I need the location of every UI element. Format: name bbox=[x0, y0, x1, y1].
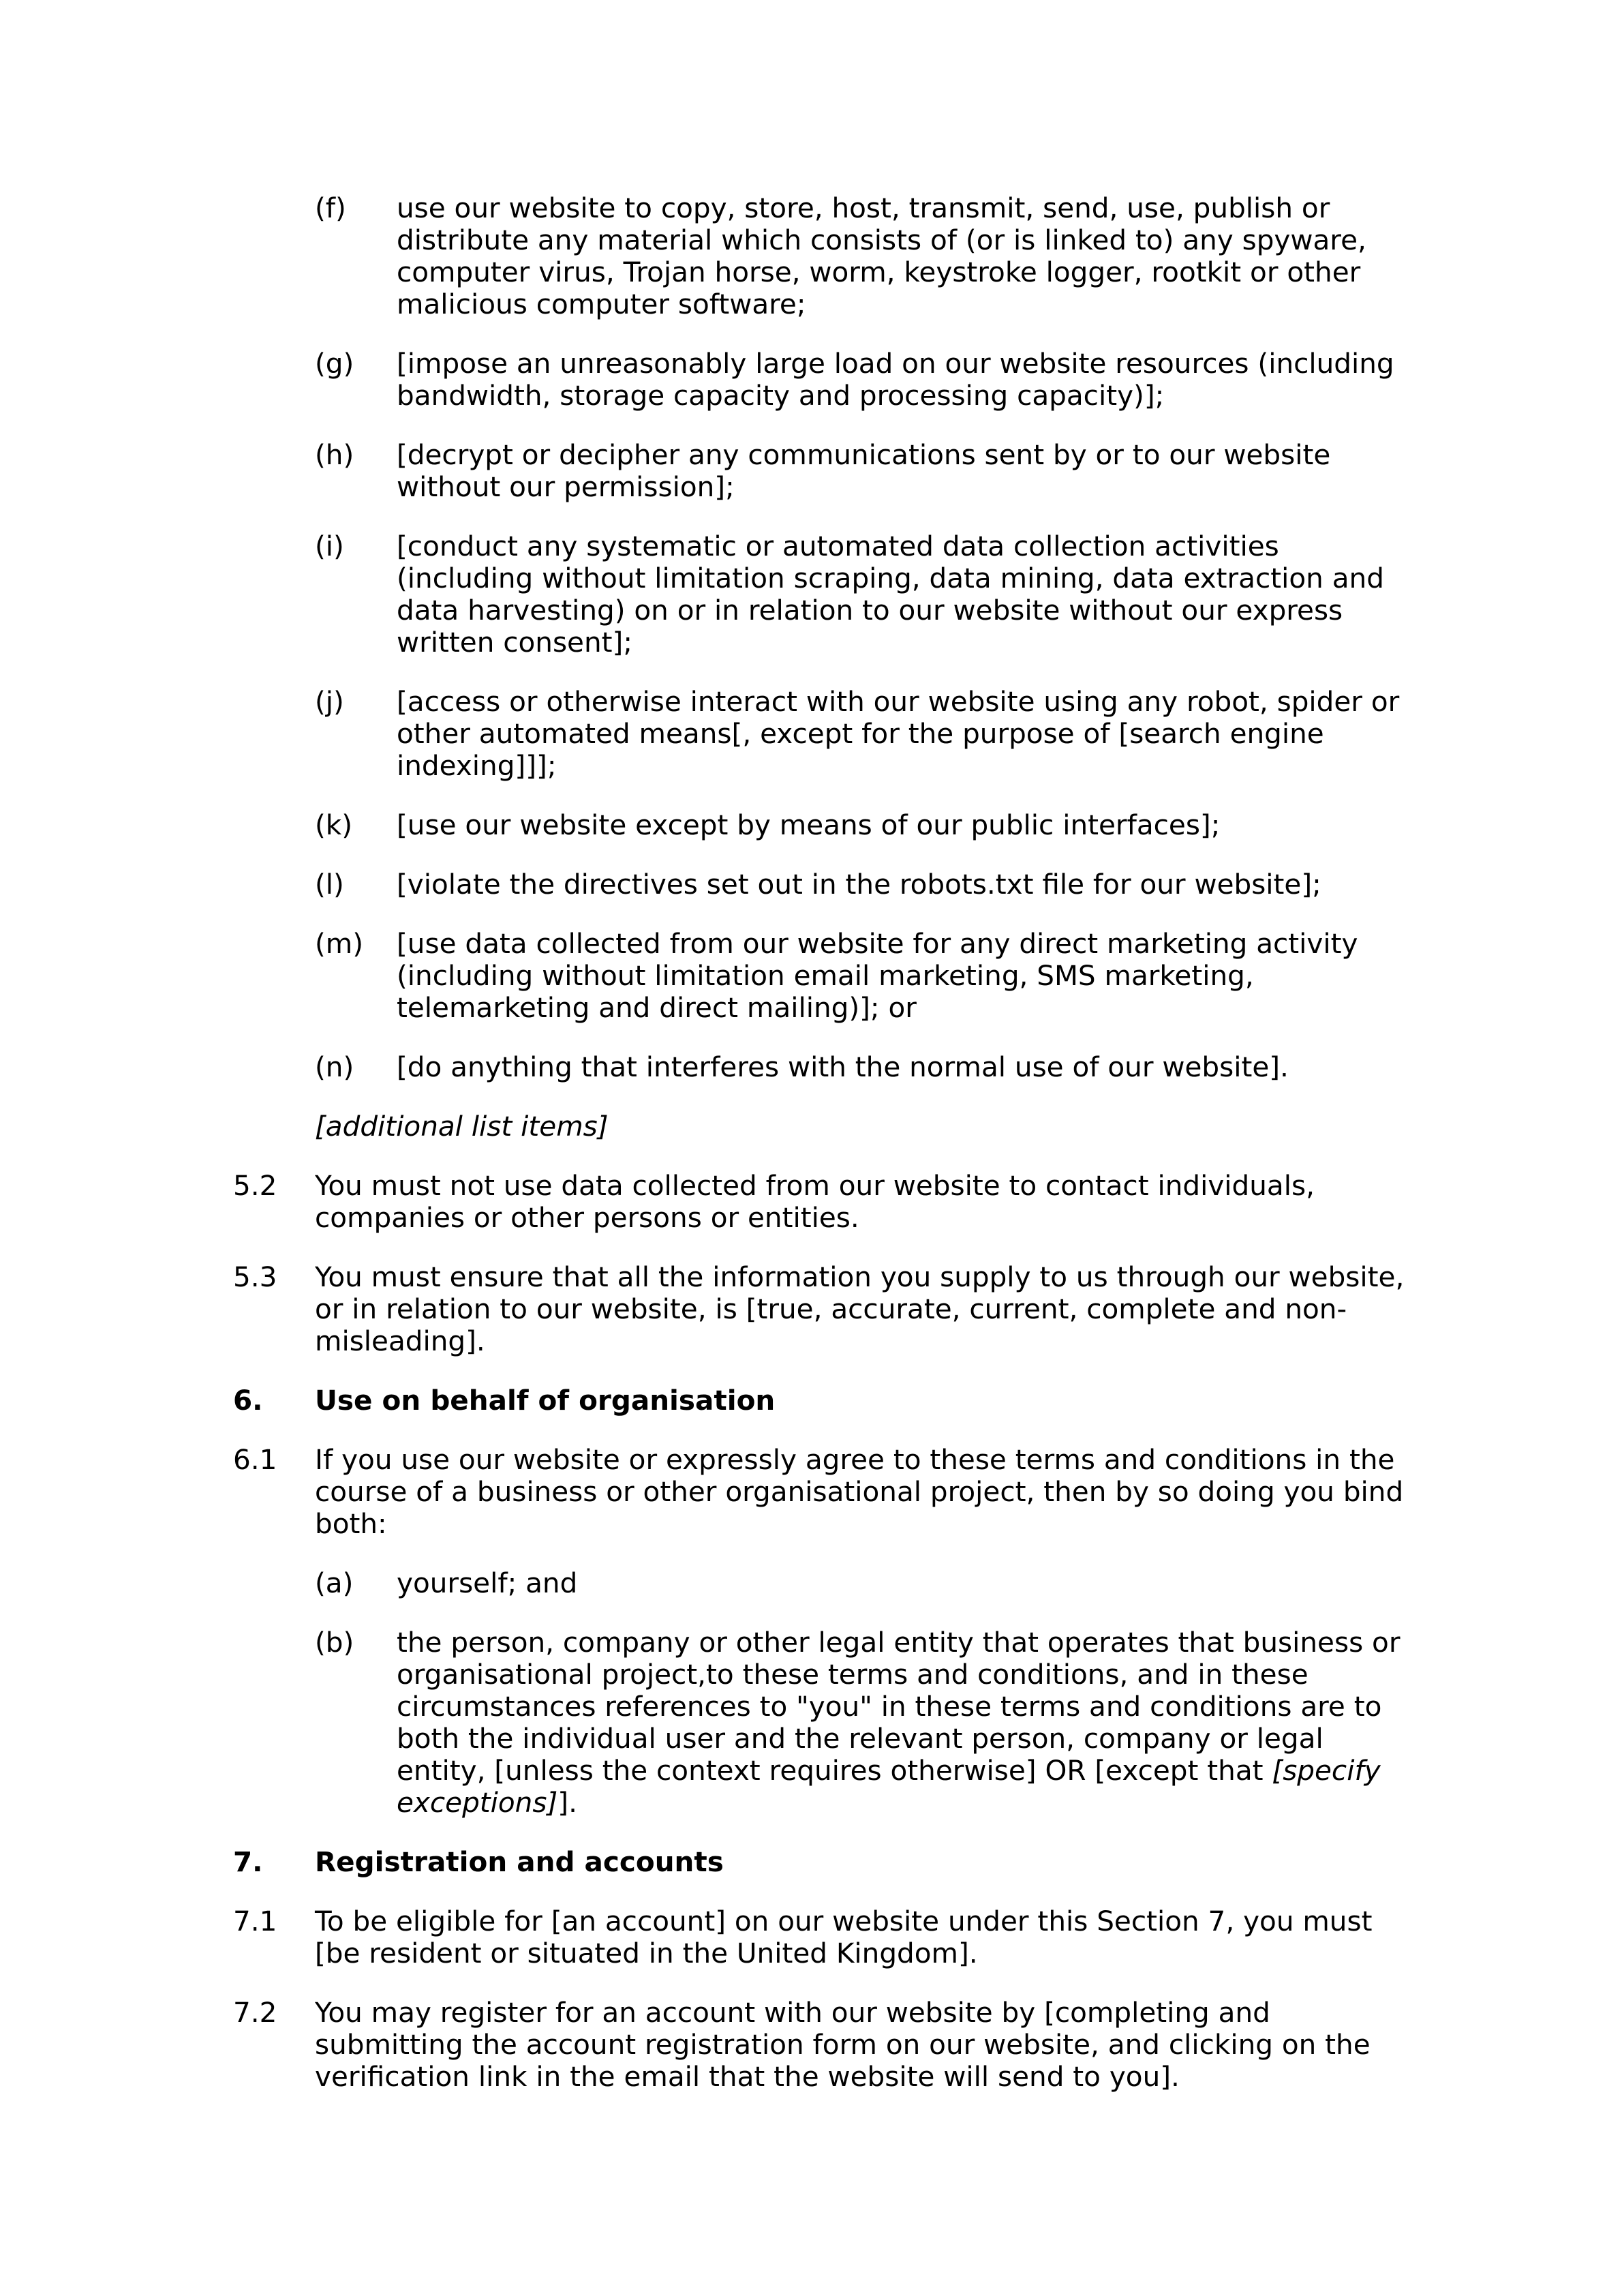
clause-text: You must ensure that all the information you supply to us through our website, or in relation to our website, is [true, accurate, current, complete and non-misleading]. bbox=[315, 1260, 1405, 1357]
list-item-6-1-b bbox=[233, 1627, 1405, 1819]
section-title: Use on behalf of organisation bbox=[315, 1384, 776, 1417]
list-item-h bbox=[233, 439, 1405, 503]
list-marker: (a) bbox=[315, 1567, 354, 1599]
clause-5-2 bbox=[233, 1170, 1405, 1234]
list-item-f bbox=[233, 192, 1405, 320]
document-body bbox=[233, 192, 1405, 2120]
list-marker: (m) bbox=[315, 927, 364, 960]
clause-text: You must not use data collected from our website to contact individuals, companies or other persons or entities. bbox=[315, 1169, 1315, 1234]
list-item-j bbox=[233, 686, 1405, 782]
clause-number: 7.2 bbox=[233, 1996, 277, 2029]
list-item-text: [do anything that interferes with the normal use of our website]. bbox=[397, 1051, 1289, 1083]
list-marker: (i) bbox=[315, 530, 344, 562]
list-marker: (h) bbox=[315, 438, 354, 471]
list-marker: (k) bbox=[315, 809, 353, 841]
list-marker: (l) bbox=[315, 868, 344, 901]
list-item-text: yourself; and bbox=[397, 1567, 578, 1599]
list-item-text: [conduct any systematic or automated data collection activities (including without limitation scraping, data mining, data extraction and data harvesting) on or in relation to our website without our express written consent]; bbox=[397, 530, 1384, 659]
section-number: 6. bbox=[233, 1384, 263, 1417]
list-item-text bbox=[397, 1626, 1400, 1819]
section-heading-7 bbox=[233, 1846, 1405, 1878]
section-heading-6 bbox=[233, 1385, 1405, 1417]
list-item-text: [impose an unreasonably large load on our website resources (including bandwidth, storage capacity and processing capacity)]; bbox=[397, 347, 1394, 412]
list-item-text: [use data collected from our website for any direct marketing activity (including without limitation email marketing, SMS marketing, telemarketing and direct mailing)]; or bbox=[397, 927, 1358, 1024]
list-item-6-1-a bbox=[233, 1567, 1405, 1599]
list-item-text-end: ]. bbox=[557, 1786, 577, 1819]
list-item-text: use our website to copy, store, host, transmit, send, use, publish or distribute any material which consists of (or is linked to) any spyware, computer virus, Trojan horse, worm, keystroke logger, rootkit or other malicious computer software; bbox=[397, 192, 1366, 320]
list-item-text: [access or otherwise interact with our website using any robot, spider or other automated means[, except for the purpose of [search engine indexing]]]; bbox=[397, 685, 1400, 782]
section-title: Registration and accounts bbox=[315, 1845, 724, 1878]
list-item-m bbox=[233, 928, 1405, 1024]
clause-7-1 bbox=[233, 1905, 1405, 1969]
list-item-n bbox=[233, 1051, 1405, 1083]
list-marker: (n) bbox=[315, 1051, 354, 1083]
clause-number: 5.3 bbox=[233, 1260, 277, 1293]
clause-number: 5.2 bbox=[233, 1169, 277, 1202]
list-item-text: [decrypt or decipher any communications sent by or to our website without our permission]; bbox=[397, 438, 1331, 503]
list-marker: (f) bbox=[315, 192, 346, 224]
clause-number: 7.1 bbox=[233, 1905, 277, 1937]
list-item-text: [violate the directives set out in the robots.txt file for our website]; bbox=[397, 868, 1321, 901]
list-marker: (g) bbox=[315, 347, 354, 380]
clause-text: If you use our website or expressly agree to these terms and conditions in the course of a business or other organisational project, then by so doing you bind both: bbox=[315, 1443, 1404, 1540]
clause-text: You may register for an account with our website by [completing and submitting the account registration form on our website, and clicking on the verification link in the email that the website will send to you]. bbox=[315, 1996, 1371, 2093]
clause-5-3 bbox=[233, 1261, 1405, 1357]
clause-7-2 bbox=[233, 1997, 1405, 2093]
list-item-text: [use our website except by means of our public interfaces]; bbox=[397, 809, 1221, 841]
list-item-l bbox=[233, 868, 1405, 901]
list-marker: (b) bbox=[315, 1626, 354, 1659]
section-number: 7. bbox=[233, 1845, 263, 1878]
clause-text: To be eligible for [an account] on our website under this Section 7, you must [be resident or situated in the United Kingdom]. bbox=[315, 1905, 1373, 1969]
list-item-text-main: the person, company or other legal entity that operates that business or organisational project,to these terms and conditions, and in these circumstances references to "you" in these terms and conditions are to both the individual user and the relevant person, company or legal entity, [unless the context requires otherwise] OR [except that bbox=[397, 1626, 1401, 1787]
clause-number: 6.1 bbox=[233, 1443, 277, 1476]
clause-6-1 bbox=[233, 1444, 1405, 1540]
list-item-i bbox=[233, 530, 1405, 659]
list-marker: (j) bbox=[315, 685, 344, 718]
additional-list-items-note: [additional list items] bbox=[315, 1110, 609, 1143]
list-item-k bbox=[233, 809, 1405, 841]
list-item-g bbox=[233, 348, 1405, 412]
specify-exceptions-placeholder: [specify exceptions] bbox=[397, 1754, 1381, 1819]
